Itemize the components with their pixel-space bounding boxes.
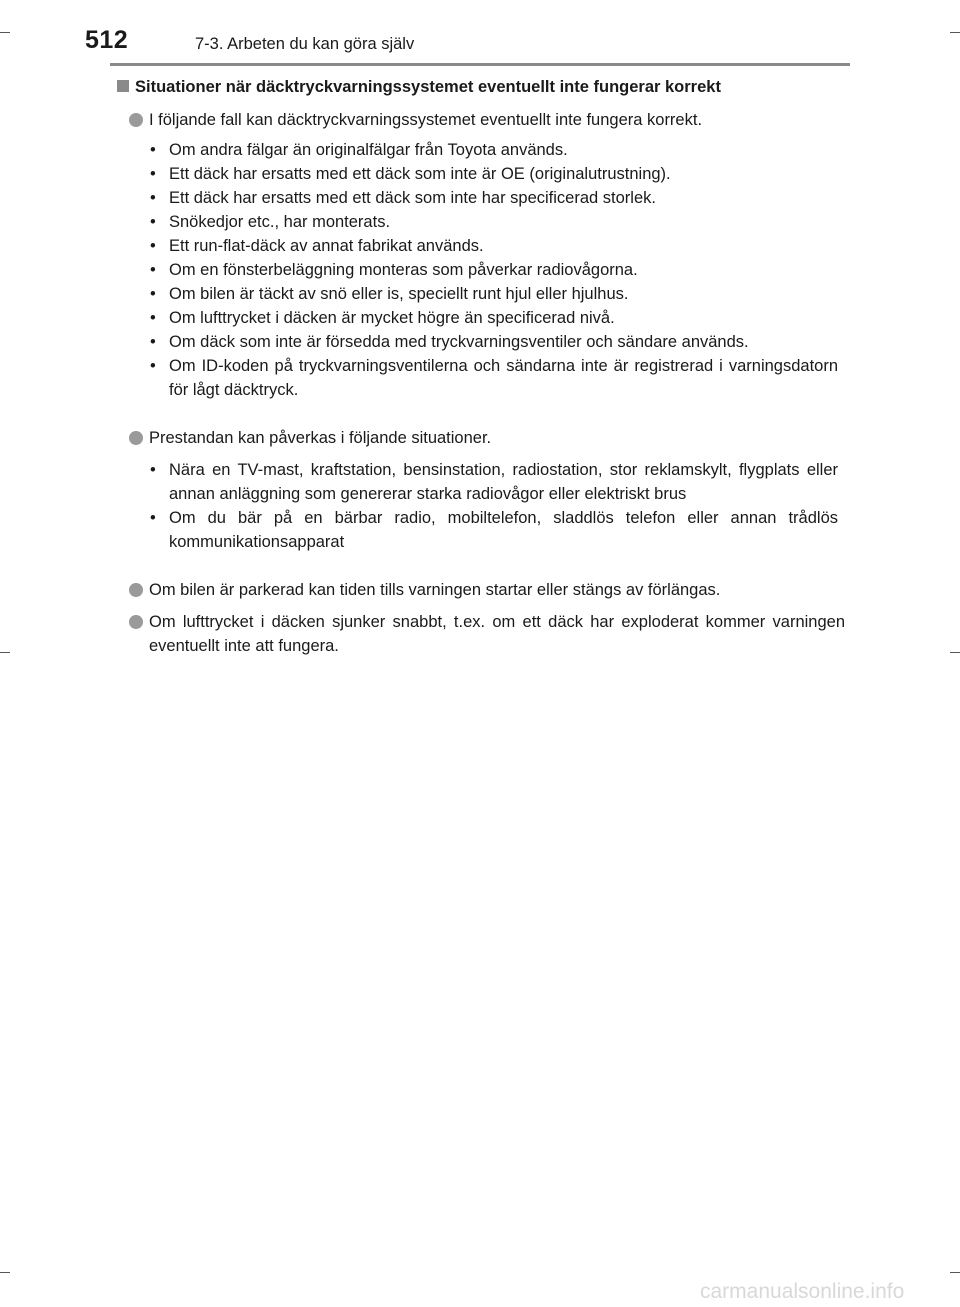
- note: [129, 578, 845, 602]
- crop-mark: [950, 1272, 960, 1273]
- watermark-logo: [700, 1278, 945, 1304]
- crop-mark: [0, 32, 10, 33]
- list-item: • Snökedjor etc., har monterats.: [150, 213, 391, 231]
- group-intro: [129, 426, 845, 450]
- group-intro: [129, 108, 845, 132]
- crop-mark: [0, 1272, 10, 1273]
- crop-mark: [0, 652, 10, 653]
- page-number: 512: [85, 26, 129, 54]
- bullet-list: [148, 138, 838, 402]
- crop-mark: [950, 652, 960, 653]
- circle-bullet-icon: [129, 583, 143, 597]
- circle-bullet-icon: [129, 615, 143, 629]
- section-heading-text: Situationer när däcktryckvarningssystemet eventuellt inte fungerar korrekt: [135, 78, 721, 96]
- list-item: • Ett run-flat-däck av annat fabrikat används.: [150, 237, 484, 255]
- section-heading: [117, 78, 857, 97]
- note-text: Om bilen är parkerad kan tiden tills varningen startar eller stängs av förlängas.: [149, 581, 721, 599]
- list-item: • Om du bär på en bärbar radio, mobiltelefon, sladdlös telefon eller annan trådlös kommunikationsapparat: [150, 509, 838, 551]
- list-item: • Ett däck har ersatts med ett däck som inte är OE (originalutrustning).: [150, 165, 671, 183]
- list-item: • Ett däck har ersatts med ett däck som inte har specificerad storlek.: [150, 189, 656, 207]
- list-item: • Om bilen är täckt av snö eller is, speciellt runt hjul eller hjulhus.: [150, 285, 629, 303]
- list-item: • Om däck som inte är försedda med tryckvarningsventiler och sändare används.: [150, 333, 749, 351]
- list-item: • Om ID-koden på tryckvarningsventilerna och sändarna inte är registrerad i varningsdatorn för lågt däcktryck.: [150, 357, 838, 399]
- header-rule: [110, 63, 850, 66]
- circle-bullet-icon: [129, 431, 143, 445]
- circle-bullet-icon: [129, 113, 143, 127]
- group-intro-text: Prestandan kan påverkas i följande situationer.: [149, 429, 492, 447]
- list-item: • Nära en TV-mast, kraftstation, bensinstation, radiostation, stor reklamskylt, flygplats eller annan anläggning som genererar starka radiovågor eller elektriskt brus: [150, 461, 838, 503]
- note: [129, 610, 845, 658]
- crop-mark: [950, 32, 960, 33]
- square-bullet-icon: [117, 80, 129, 92]
- chapter-title: 7-3. Arbeten du kan göra själv: [195, 35, 415, 53]
- list-item: • Om andra fälgar än originalfälgar från Toyota används.: [150, 141, 568, 159]
- svg-text:carmanualsonline.info: carmanualsonline.info: [700, 1280, 905, 1303]
- note-text: Om lufttrycket i däcken sjunker snabbt, t.ex. om ett däck har exploderat kommer varningen eventuellt inte att fungera.: [149, 613, 845, 655]
- list-item: • Om en fönsterbeläggning monteras som påverkar radiovågorna.: [150, 261, 638, 279]
- bullet-list: [148, 458, 838, 554]
- group-intro-text: I följande fall kan däcktryckvarningssystemet eventuellt inte fungera korrekt.: [149, 111, 703, 129]
- list-item: • Om lufttrycket i däcken är mycket högre än specificerad nivå.: [150, 309, 615, 327]
